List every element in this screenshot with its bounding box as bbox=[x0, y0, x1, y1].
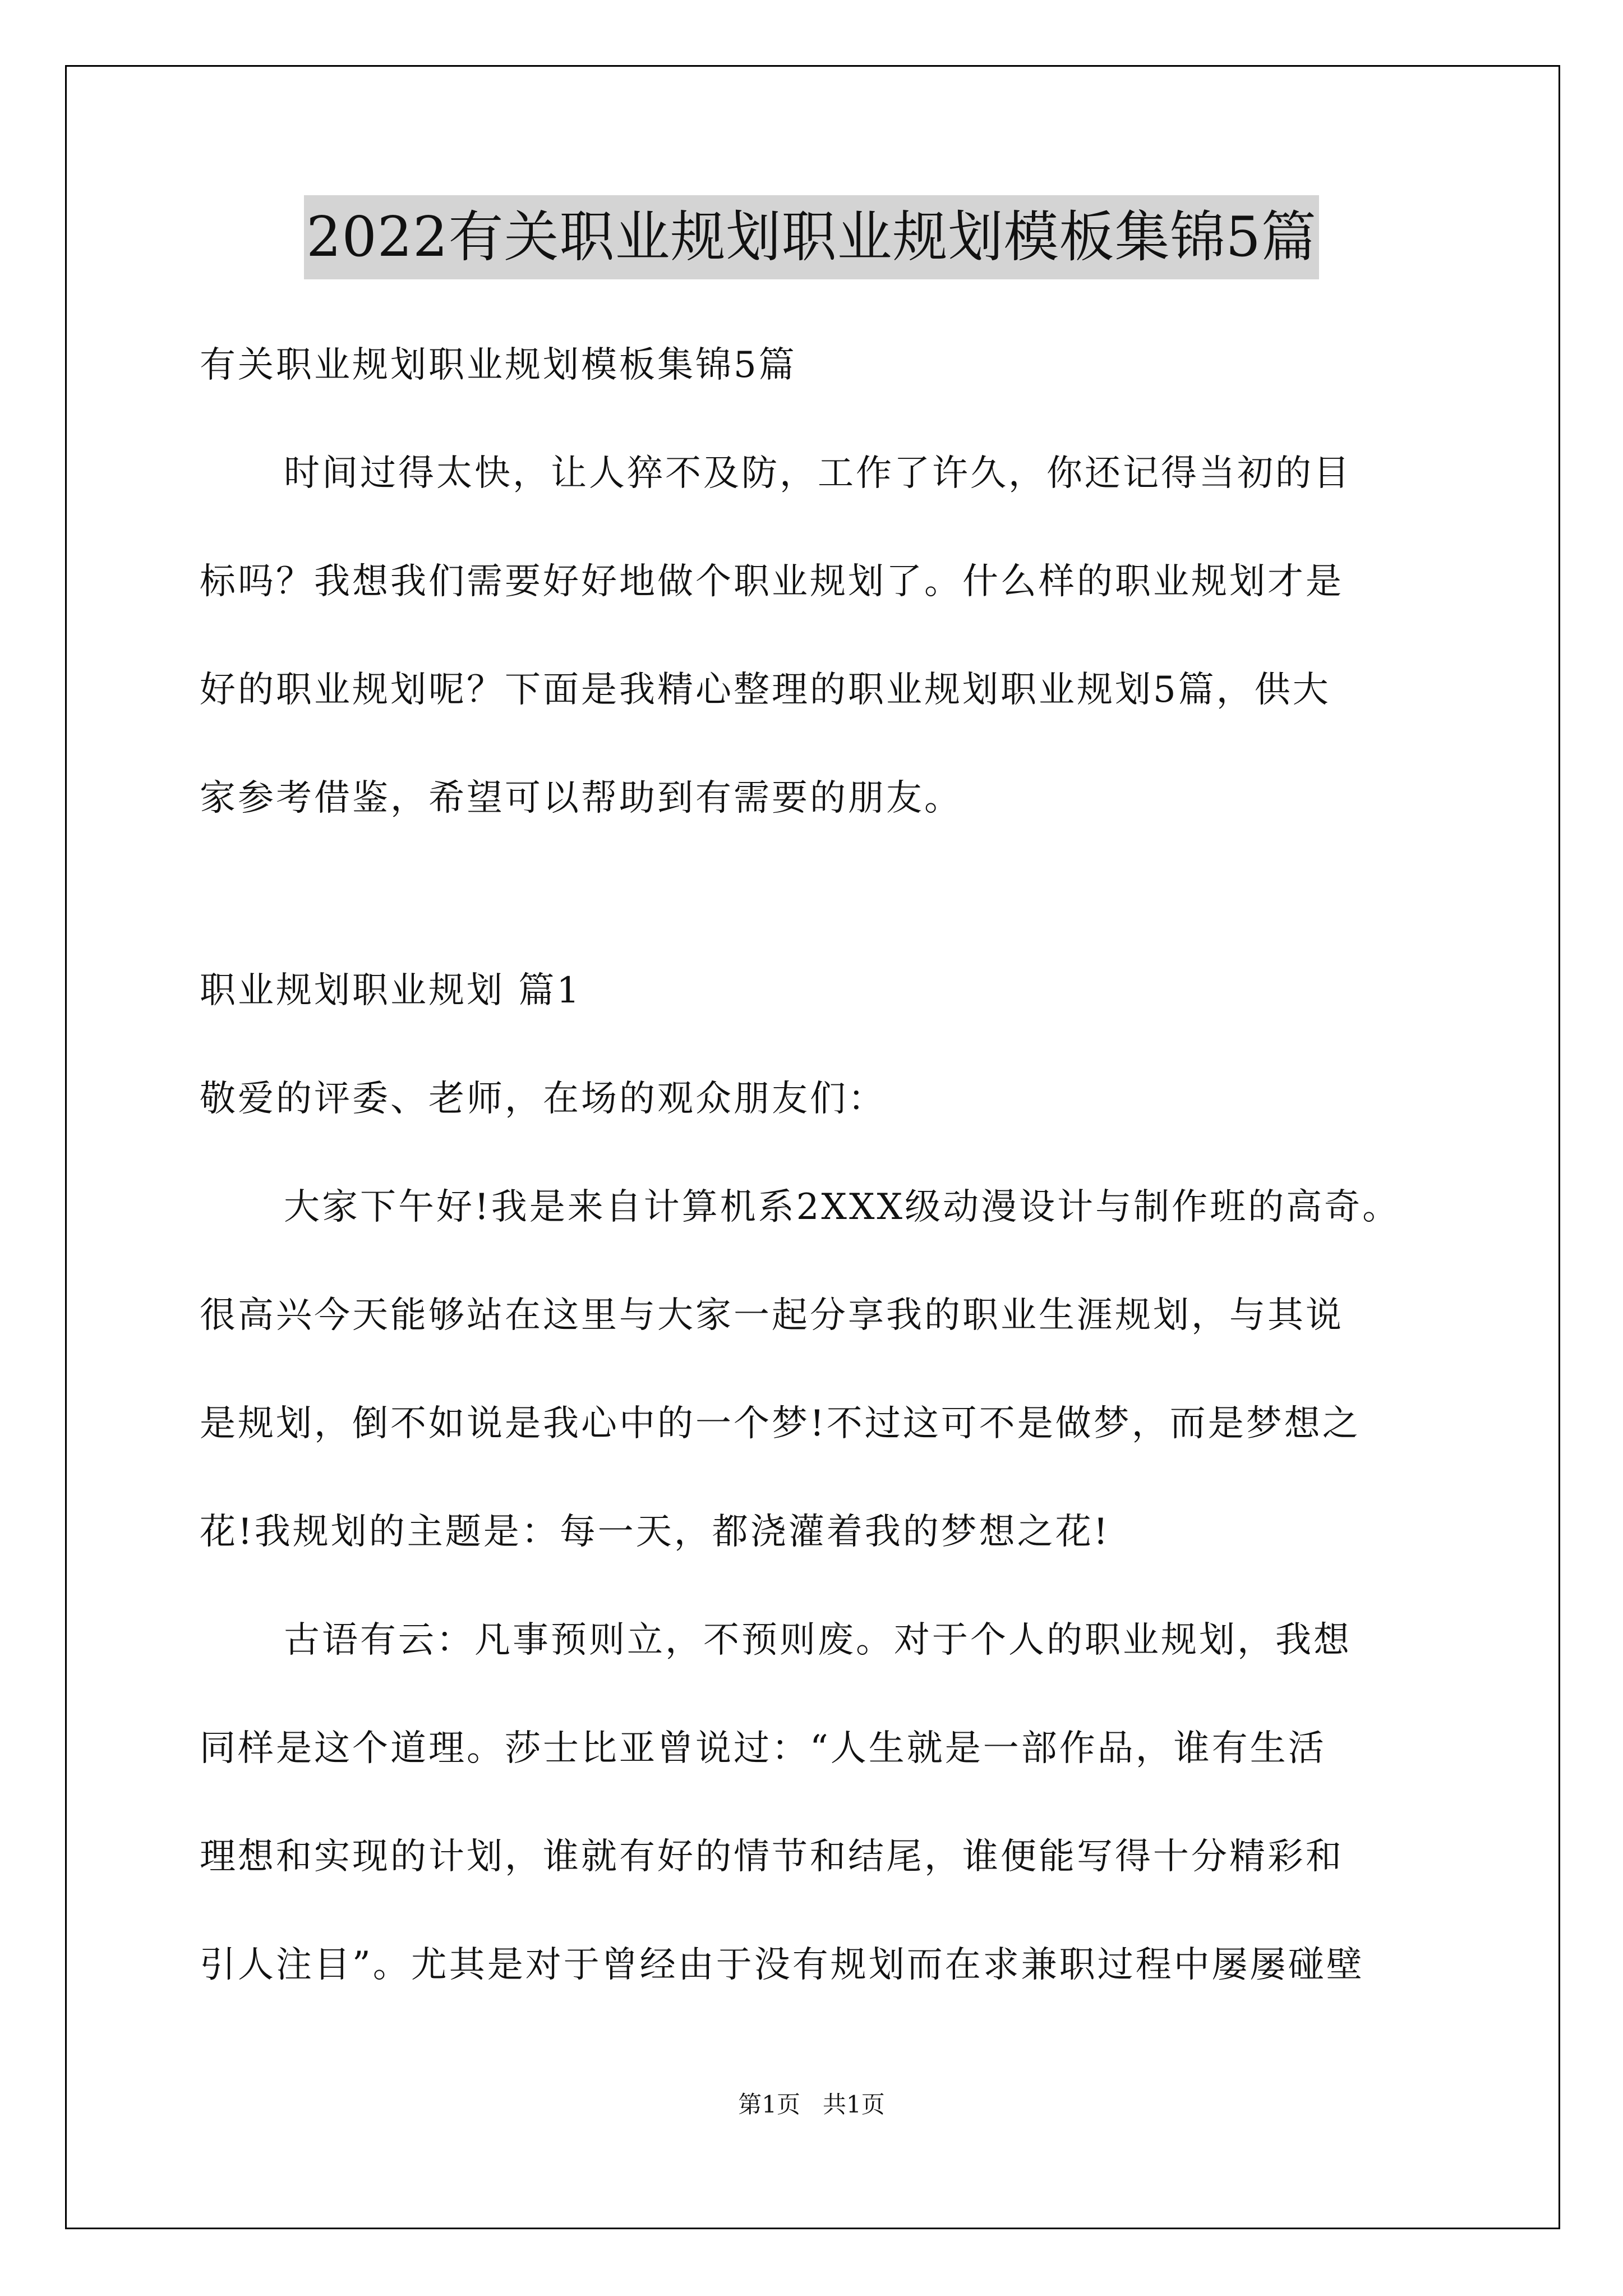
intro-line: 好的职业规划呢？下面是我精心整理的职业规划职业规划5篇，供大 bbox=[200, 669, 1331, 711]
paragraph-line: 是规划，倒不如说是我心中的一个梦!不过这可不是做梦，而是梦想之 bbox=[200, 1403, 1361, 1444]
salutation: 敬爱的评委、老师，在场的观众朋友们： bbox=[200, 1078, 886, 1120]
document-subtitle: 有关职业规划职业规划模板集锦5篇 bbox=[200, 344, 797, 386]
section-heading: 职业规划职业规划 篇1 bbox=[200, 970, 582, 1011]
intro-line: 标吗？我想我们需要好好地做个职业规划了。什么样的职业规划才是 bbox=[200, 561, 1344, 602]
paragraph-line: 同样是这个道理。莎士比亚曾说过：“人生就是一部作品，谁有生活 bbox=[200, 1728, 1326, 1769]
paragraph-line: 大家下午好!我是来自计算机系2XXX级动漫设计与制作班的高奇。 bbox=[284, 1186, 1401, 1228]
paragraph-line: 理想和实现的计划，谁就有好的情节和结尾，谁便能写得十分精彩和 bbox=[200, 1836, 1344, 1878]
intro-line: 家参考借鉴，希望可以帮助到有需要的朋友。 bbox=[200, 777, 962, 819]
paragraph-line: 古语有云：凡事预则立，不预则废。对于个人的职业规划，我想 bbox=[284, 1619, 1352, 1661]
title-container bbox=[0, 195, 1623, 279]
paragraph-line: 很高兴今天能够站在这里与大家一起分享我的职业生涯规划，与其说 bbox=[200, 1295, 1344, 1336]
intro-line: 时间过得太快，让人猝不及防，工作了许久，你还记得当初的目 bbox=[284, 453, 1352, 494]
paragraph-gap bbox=[200, 853, 1445, 937]
paragraph-line: 花!我规划的主题是：每一天，都浇灌着我的梦想之花! bbox=[200, 1511, 1110, 1553]
document-title: 2022有关职业规划职业规划模板集锦5篇 bbox=[304, 195, 1319, 279]
paragraph-line: 引人注目”。尤其是对于曾经由于没有规划而在求兼职过程中屡屡碰壁 bbox=[200, 1944, 1364, 1986]
page-footer: 第1页 共1页 bbox=[738, 2091, 885, 2118]
document-body bbox=[200, 311, 1445, 2019]
